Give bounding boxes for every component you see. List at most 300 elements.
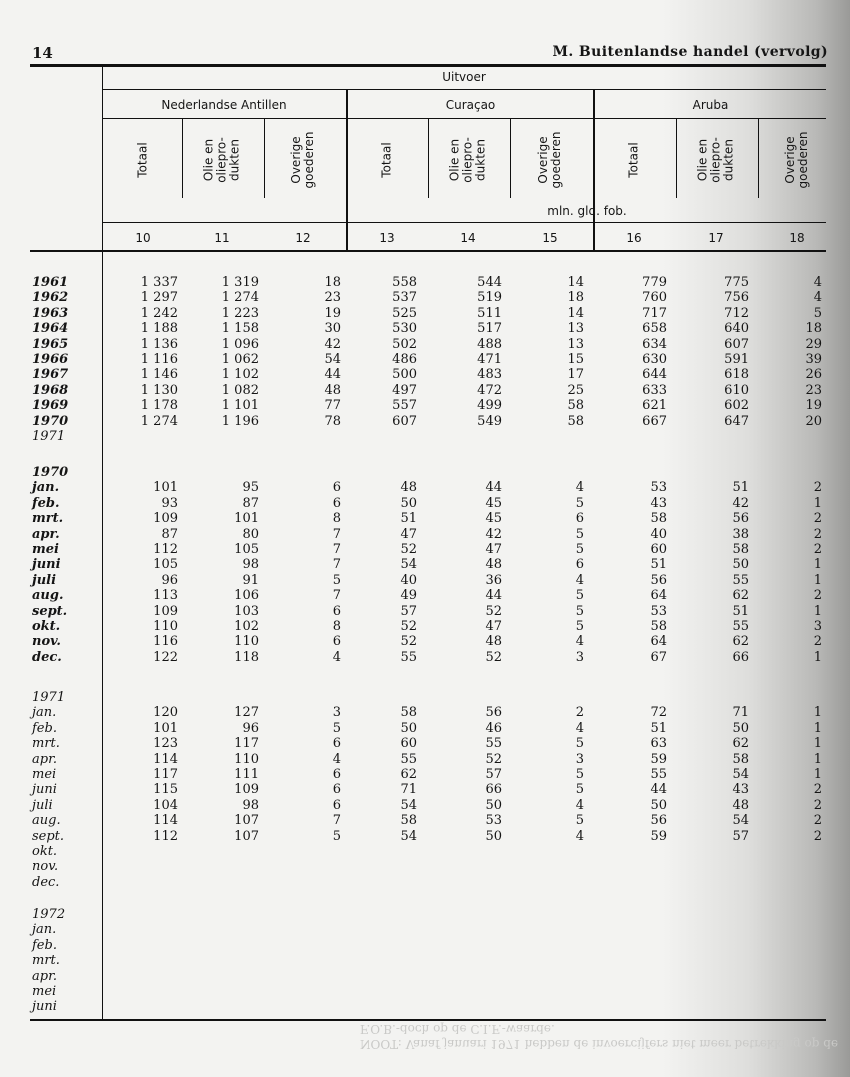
table-row (0, 465, 850, 480)
table-cell: 57 (732, 828, 749, 844)
row-label: 1970 (32, 465, 69, 480)
table-cell: 58 (400, 705, 417, 721)
table-cell: 48 (485, 634, 502, 650)
table-cell: 591 (724, 352, 749, 367)
table-cell: 110 (153, 619, 178, 634)
table-cell: 56 (732, 511, 749, 527)
table-cell: 2 (813, 542, 822, 557)
table-cell: 3 (332, 705, 341, 721)
table-cell: 38 (732, 526, 749, 542)
table-cell: 5 (575, 526, 584, 542)
table-row (0, 798, 850, 813)
mirrored-footnote: NOOT: Vanaf januari 1971 hebben de invoercijfers niet meer betrekking op de F.O.B.-doch op de C.I.F.-waarde. (360, 1022, 839, 1051)
table-cell: 20 (805, 413, 822, 429)
group-divider-2 (593, 90, 595, 250)
column-number: 13 (379, 231, 395, 245)
column-header: Overige goederen (783, 131, 810, 189)
table-cell: 98 (242, 557, 259, 573)
table-cell: 50 (732, 557, 749, 573)
table-cell: 66 (732, 649, 749, 665)
table-cell: 50 (400, 720, 417, 736)
row-label: apr. (32, 968, 57, 984)
table-cell: 54 (400, 797, 417, 813)
table-cell: 102 (234, 619, 259, 634)
table-cell: 6 (332, 782, 341, 798)
table-cell: 1 130 (140, 382, 178, 398)
table-cell: 107 (234, 813, 259, 829)
row-label: nov. (32, 859, 59, 875)
table-cell: 64 (650, 588, 667, 604)
row-label: 1965 (32, 336, 69, 352)
table-cell: 717 (642, 305, 667, 321)
table-row (0, 414, 850, 429)
row-label: 1971 (32, 429, 66, 444)
table-row (0, 480, 850, 495)
table-cell: 72 (650, 705, 667, 721)
table-cell: 760 (642, 290, 667, 306)
table-cell: 647 (724, 413, 749, 429)
table-cell: 1 274 (140, 413, 178, 429)
table-cell: 471 (477, 352, 502, 367)
row-label: mei (32, 767, 57, 782)
table-cell: 51 (732, 603, 749, 619)
table-cell: 59 (650, 828, 667, 844)
table-cell: 98 (242, 797, 259, 813)
table-cell: 48 (732, 797, 749, 813)
col-divider (182, 118, 183, 198)
table-cell: 48 (400, 480, 417, 496)
row-label: 1972 (32, 907, 66, 922)
table-row (0, 752, 850, 767)
table-cell: 114 (153, 751, 178, 767)
table-cell: 58 (650, 619, 667, 634)
column-header: Olie en oliepro- dukten (201, 137, 242, 183)
row-label: juni (32, 782, 57, 798)
table-cell: 77 (324, 398, 341, 414)
table-cell: 7 (332, 588, 341, 604)
table-cell: 55 (400, 751, 417, 767)
table-cell: 53 (650, 480, 667, 496)
table-cell: 67 (650, 649, 667, 665)
table-row (0, 705, 850, 720)
table-row (0, 275, 850, 290)
table-cell: 14 (567, 275, 584, 290)
table-row (0, 999, 850, 1014)
table-cell: 658 (642, 321, 667, 337)
uitvoer-underline (102, 89, 826, 90)
table-cell: 1 (813, 495, 822, 511)
table-cell: 3 (813, 619, 822, 634)
table-cell: 607 (392, 413, 417, 429)
group-heading-aruba: Aruba (692, 98, 729, 112)
table-cell: 7 (332, 526, 341, 542)
table-cell: 2 (813, 782, 822, 798)
table-cell: 1 062 (221, 352, 259, 367)
table-cell: 5 (332, 720, 341, 736)
table-cell: 64 (650, 634, 667, 650)
table-cell: 6 (575, 511, 584, 527)
row-label: mrt. (32, 736, 60, 752)
table-cell: 1 146 (140, 367, 178, 383)
row-label: sept. (32, 603, 68, 619)
table-cell: 5 (575, 495, 584, 511)
table-cell: 127 (234, 705, 259, 721)
table-cell: 55 (732, 572, 749, 588)
table-cell: 17 (567, 367, 584, 383)
table-cell: 45 (485, 511, 502, 527)
table-cell: 59 (650, 751, 667, 767)
table-cell: 519 (477, 290, 502, 306)
table-row (0, 337, 850, 352)
table-cell: 40 (400, 572, 417, 588)
table-cell: 87 (161, 526, 178, 542)
table-cell: 62 (732, 736, 749, 752)
table-cell: 52 (485, 603, 502, 619)
table-cell: 116 (153, 634, 178, 650)
table-cell: 557 (392, 398, 417, 414)
table-cell: 117 (153, 767, 178, 782)
row-label: mei (32, 542, 59, 557)
row-label: juni (32, 557, 61, 573)
uitvoer-heading: Uitvoer (442, 70, 486, 84)
group-heading-antillen: Nederlandse Antillen (161, 98, 287, 112)
table-cell: 23 (805, 382, 822, 398)
table-cell: 51 (650, 720, 667, 736)
table-cell: 105 (234, 542, 259, 557)
row-label: dec. (32, 649, 62, 665)
table-cell: 502 (392, 336, 417, 352)
table-cell: 497 (392, 382, 417, 398)
row-label: mrt. (32, 511, 64, 527)
table-cell: 1 082 (221, 382, 259, 398)
table-row (0, 829, 850, 844)
table-cell: 1 136 (140, 336, 178, 352)
table-row (0, 953, 850, 968)
table-row (0, 321, 850, 336)
table-row (0, 922, 850, 937)
table-cell: 499 (477, 398, 502, 414)
table-cell: 4 (575, 572, 584, 588)
table-cell: 23 (324, 290, 341, 306)
row-label: jan. (32, 705, 57, 721)
table-cell: 4 (575, 634, 584, 650)
table-row (0, 736, 850, 751)
table-cell: 1 242 (140, 305, 178, 321)
column-header: Olie en oliepro- dukten (447, 137, 488, 183)
table-cell: 50 (485, 797, 502, 813)
table-cell: 50 (400, 495, 417, 511)
table-row (0, 367, 850, 382)
table-cell: 47 (400, 526, 417, 542)
table-cell: 5 (332, 828, 341, 844)
table-cell: 56 (650, 813, 667, 829)
row-label: 1968 (32, 382, 69, 398)
page-number: 14 (32, 44, 53, 62)
group-underline (102, 118, 826, 119)
table-cell: 55 (650, 767, 667, 782)
table-row (0, 306, 850, 321)
row-label: dec. (32, 874, 60, 890)
table-cell: 2 (813, 813, 822, 829)
column-number: 10 (135, 231, 151, 245)
table-cell: 71 (732, 705, 749, 721)
row-label: feb. (32, 937, 57, 953)
row-label: apr. (32, 751, 57, 767)
table-cell: 602 (724, 398, 749, 414)
col-divider (264, 118, 265, 198)
table-row (0, 352, 850, 367)
row-label: juni (32, 999, 57, 1015)
column-number: 11 (214, 231, 230, 245)
table-cell: 42 (324, 336, 341, 352)
row-label: aug. (32, 813, 61, 829)
table-cell: 55 (732, 619, 749, 634)
table-cell: 52 (400, 634, 417, 650)
table-cell: 1 (813, 572, 822, 588)
table-cell: 4 (575, 480, 584, 496)
table-cell: 4 (332, 751, 341, 767)
table-cell: 1 223 (221, 305, 259, 321)
table-cell: 6 (332, 634, 341, 650)
table-cell: 4 (575, 828, 584, 844)
table-cell: 2 (813, 828, 822, 844)
table-cell: 1 196 (221, 413, 259, 429)
group-heading-curacao: Curaçao (445, 98, 496, 112)
row-label: 1970 (32, 413, 69, 429)
table-cell: 60 (400, 736, 417, 752)
table-row (0, 859, 850, 874)
table-cell: 607 (724, 336, 749, 352)
table-cell: 51 (732, 480, 749, 496)
table-cell: 18 (567, 290, 584, 306)
table-cell: 618 (724, 367, 749, 383)
table-cell: 44 (485, 588, 502, 604)
col-divider (676, 118, 677, 198)
table-cell: 8 (332, 511, 341, 527)
table-cell: 120 (153, 705, 178, 721)
table-cell: 5 (575, 603, 584, 619)
table-row (0, 588, 850, 603)
column-number: 15 (542, 231, 558, 245)
table-cell: 667 (642, 413, 667, 429)
row-label: okt. (32, 619, 61, 634)
table-cell: 122 (153, 649, 178, 665)
table-row (0, 938, 850, 953)
table-cell: 48 (324, 382, 341, 398)
table-cell: 1 (813, 767, 822, 782)
row-label: juli (32, 797, 53, 813)
table-cell: 537 (392, 290, 417, 306)
table-cell: 630 (642, 352, 667, 367)
table-row (0, 969, 850, 984)
table-cell: 114 (153, 813, 178, 829)
table-cell: 610 (724, 382, 749, 398)
table-cell: 511 (477, 305, 502, 321)
column-number: 14 (460, 231, 476, 245)
column-number: 18 (789, 231, 805, 245)
table-cell: 1 337 (140, 275, 178, 290)
table-cell: 53 (485, 813, 502, 829)
table-cell: 4 (575, 720, 584, 736)
table-cell: 55 (485, 736, 502, 752)
table-cell: 58 (732, 542, 749, 557)
table-cell: 105 (153, 557, 178, 573)
table-row (0, 429, 850, 444)
table-row (0, 813, 850, 828)
table-cell: 13 (567, 321, 584, 337)
table-cell: 71 (400, 782, 417, 798)
table-cell: 1 101 (221, 398, 259, 414)
table-cell: 2 (813, 634, 822, 650)
row-label: 1964 (32, 321, 69, 337)
table-cell: 1 (813, 736, 822, 752)
table-cell: 1 297 (140, 290, 178, 306)
table-cell: 104 (153, 797, 178, 813)
table-cell: 1 319 (221, 275, 259, 290)
table-cell: 58 (400, 813, 417, 829)
table-cell: 52 (485, 751, 502, 767)
table-cell: 14 (567, 305, 584, 321)
table-cell: 621 (642, 398, 667, 414)
table-cell: 56 (485, 705, 502, 721)
table-cell: 58 (650, 511, 667, 527)
table-cell: 50 (650, 797, 667, 813)
table-cell: 19 (805, 398, 822, 414)
table-row (0, 721, 850, 736)
column-header: Olie en oliepro- dukten (695, 137, 736, 183)
table-row (0, 398, 850, 413)
table-cell: 54 (324, 352, 341, 367)
table-cell: 54 (732, 813, 749, 829)
table-cell: 44 (485, 480, 502, 496)
table-cell: 544 (477, 275, 502, 290)
row-label: mrt. (32, 953, 60, 969)
table-cell: 63 (650, 736, 667, 752)
row-label: sept. (32, 828, 65, 844)
table-cell: 57 (485, 767, 502, 782)
table-cell: 110 (234, 634, 259, 650)
table-cell: 558 (392, 275, 417, 290)
table-cell: 633 (642, 382, 667, 398)
table-cell: 486 (392, 352, 417, 367)
row-label: feb. (32, 720, 57, 736)
table-cell: 472 (477, 382, 502, 398)
table-cell: 640 (724, 321, 749, 337)
table-cell: 779 (642, 275, 667, 290)
table-cell: 52 (400, 619, 417, 634)
table-cell: 30 (324, 321, 341, 337)
table-row (0, 690, 850, 705)
row-label: 1967 (32, 367, 69, 383)
table-cell: 42 (485, 526, 502, 542)
table-cell: 62 (732, 634, 749, 650)
table-cell: 483 (477, 367, 502, 383)
table-cell: 25 (567, 382, 584, 398)
table-cell: 5 (575, 767, 584, 782)
table-cell: 1 (813, 705, 822, 721)
table-cell: 66 (485, 782, 502, 798)
table-cell: 112 (153, 828, 178, 844)
table-cell: 6 (332, 767, 341, 782)
table-cell: 26 (805, 367, 822, 383)
table-cell: 60 (650, 542, 667, 557)
table-cell: 115 (153, 782, 178, 798)
table-cell: 96 (242, 720, 259, 736)
table-cell: 44 (650, 782, 667, 798)
table-cell: 112 (153, 542, 178, 557)
table-cell: 109 (153, 511, 178, 527)
table-cell: 2 (813, 588, 822, 604)
table-cell: 44 (324, 367, 341, 383)
table-row (0, 496, 850, 511)
table-row (0, 650, 850, 665)
table-cell: 634 (642, 336, 667, 352)
table-row (0, 527, 850, 542)
table-cell: 1 (813, 603, 822, 619)
table-cell: 4 (813, 290, 822, 306)
table-cell: 19 (324, 305, 341, 321)
table-cell: 6 (332, 480, 341, 496)
unit-label: mln. gld. fob. (547, 204, 627, 218)
table-cell: 87 (242, 495, 259, 511)
table-cell: 58 (567, 398, 584, 414)
table-row (0, 557, 850, 572)
table-cell: 1 (813, 557, 822, 573)
table-row (0, 844, 850, 859)
table-row (0, 573, 850, 588)
table-cell: 5 (575, 542, 584, 557)
table-cell: 93 (161, 495, 178, 511)
table-cell: 1 188 (140, 321, 178, 337)
table-cell: 6 (332, 736, 341, 752)
table-cell: 106 (234, 588, 259, 604)
table-cell: 6 (332, 495, 341, 511)
col-divider (428, 118, 429, 198)
table-row (0, 984, 850, 999)
row-label: 1969 (32, 398, 69, 414)
table-cell: 101 (153, 480, 178, 496)
table-cell: 91 (242, 572, 259, 588)
table-cell: 29 (805, 336, 822, 352)
column-header: Overige goederen (289, 131, 316, 189)
table-cell: 1 274 (221, 290, 259, 306)
table-cell: 530 (392, 321, 417, 337)
row-label: 1963 (32, 305, 69, 321)
table-cell: 5 (575, 736, 584, 752)
row-label: okt. (32, 844, 58, 859)
table-cell: 488 (477, 336, 502, 352)
table-cell: 48 (485, 557, 502, 573)
table-cell: 56 (650, 572, 667, 588)
table-cell: 4 (575, 797, 584, 813)
row-label: 1961 (32, 275, 69, 290)
table-cell: 45 (485, 495, 502, 511)
group-divider-1 (346, 90, 348, 250)
table-cell: 18 (805, 321, 822, 337)
row-label: feb. (32, 495, 60, 511)
table-cell: 96 (161, 572, 178, 588)
table-cell: 7 (332, 557, 341, 573)
table-cell: 42 (732, 495, 749, 511)
table-cell: 109 (234, 782, 259, 798)
table-row (0, 511, 850, 526)
table-row (0, 634, 850, 649)
table-cell: 111 (234, 767, 259, 782)
table-cell: 46 (485, 720, 502, 736)
table-cell: 1 (813, 649, 822, 665)
table-cell: 549 (477, 413, 502, 429)
table-cell: 43 (732, 782, 749, 798)
